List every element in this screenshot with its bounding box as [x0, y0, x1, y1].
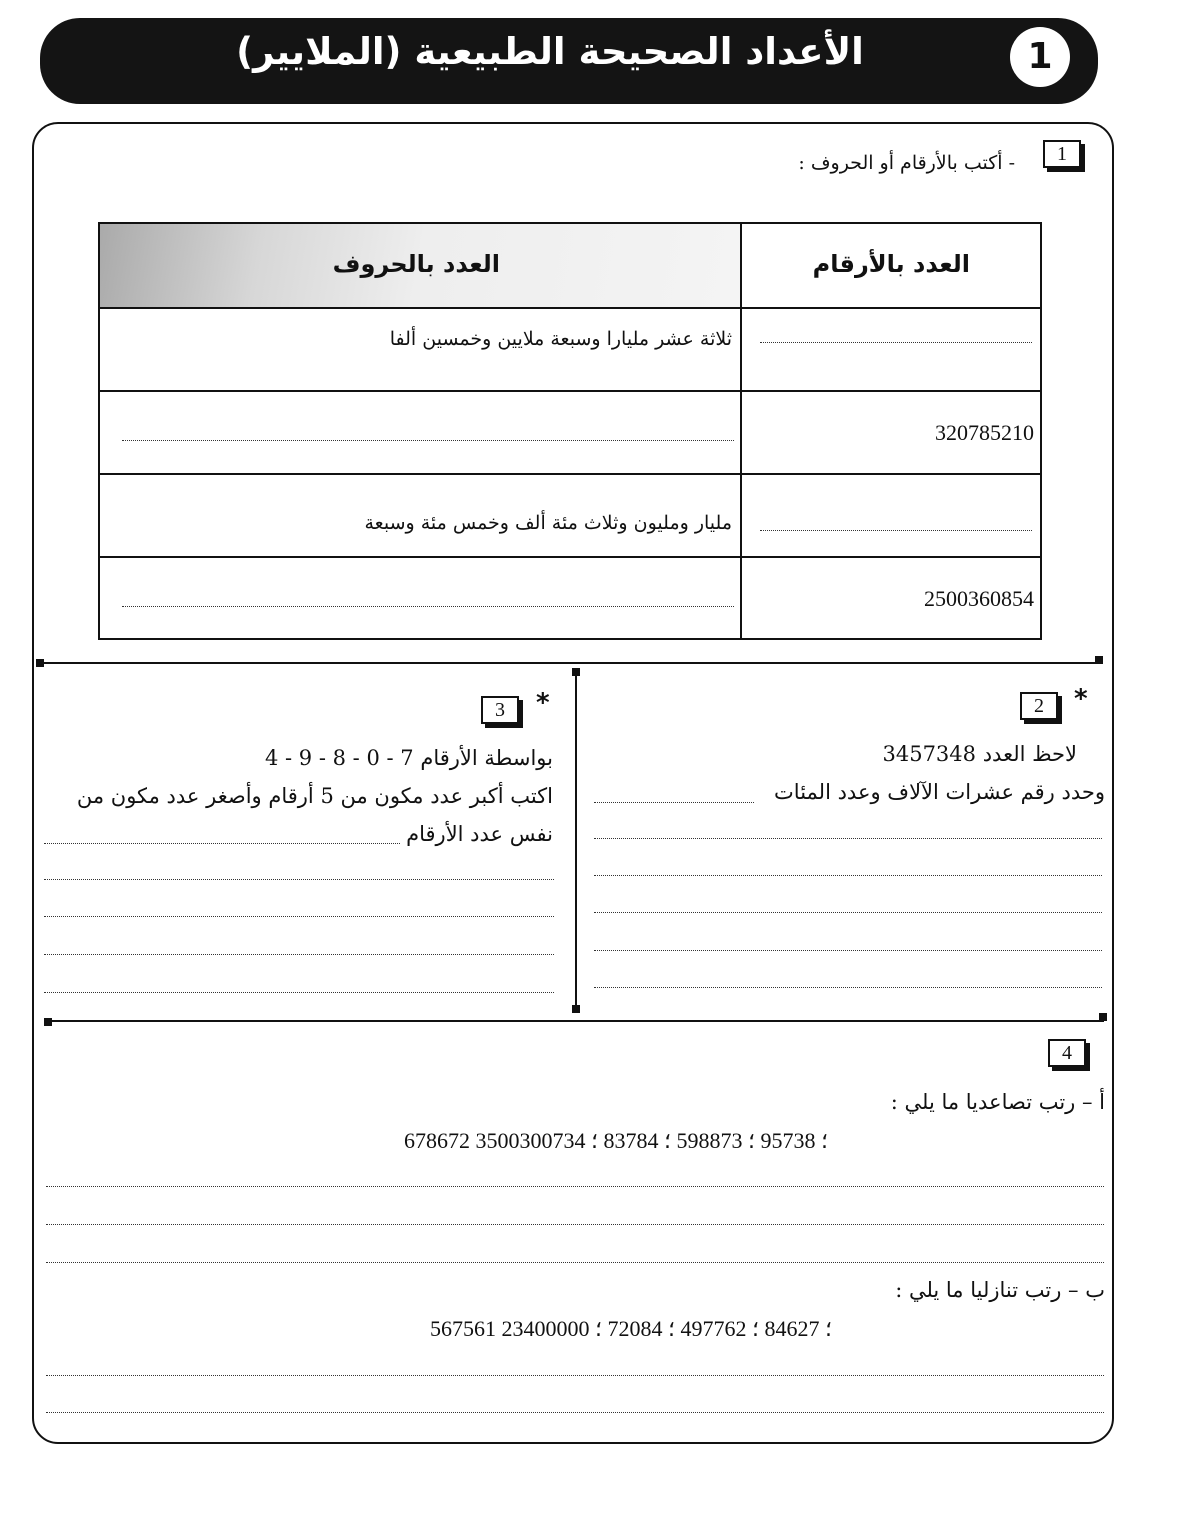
divider-end-mark [1099, 1013, 1107, 1021]
table-row-2-digits: 320785210 [935, 420, 1034, 445]
exercise-4-number: 4 [1048, 1039, 1086, 1067]
answer-line[interactable] [44, 992, 554, 993]
answer-line[interactable] [44, 843, 400, 844]
answer-line[interactable] [44, 879, 554, 880]
exercise-3-number: 3 [481, 696, 519, 724]
table-row-3-words: مليار ومليون وثلاث مئة ألف وخمس مئة وسبعة [364, 512, 732, 534]
answer-line[interactable] [594, 802, 754, 803]
exercise-1-instruction: - أكتب بالأرقام أو الحروف : [798, 152, 1015, 174]
unit-number-badge: 1 [1010, 27, 1070, 87]
divider-end-mark [572, 1005, 580, 1013]
section-divider [48, 1020, 1104, 1022]
answer-line[interactable] [46, 1375, 1104, 1376]
answer-line[interactable] [594, 875, 1102, 876]
exercise-4b-numbers: 567561 ؛ 84627 ؛ 497762 ؛ 72084 ؛ 23400000 [430, 1316, 832, 1341]
divider-end-mark [36, 659, 44, 667]
exercise-2-line-2: وحدد رقم عشرات الآلاف وعدد المئات [774, 780, 1105, 804]
answer-line[interactable] [46, 1224, 1104, 1225]
column-divider [575, 672, 577, 1010]
exercise-2-number: 2 [1020, 692, 1058, 720]
table-row-4-digits: 2500360854 [924, 586, 1034, 611]
exercise-2-star: * [1074, 684, 1088, 714]
exercise-1-number: 1 [1043, 140, 1081, 168]
exercise-4a-numbers: 678672 ؛ 95738 ؛ 598873 ؛ 83784 ؛ 3500300734 [404, 1128, 828, 1153]
table-row-divider [100, 390, 1040, 392]
divider-end-mark [44, 1018, 52, 1026]
column-header-words: العدد بالحروف [332, 250, 500, 278]
answer-line[interactable] [46, 1186, 1104, 1187]
exercise-4b-instruction: ب – رتب تنازليا ما يلي : [895, 1278, 1105, 1302]
answer-line[interactable] [594, 987, 1102, 988]
column-header-digits: العدد بالأرقام [812, 250, 970, 278]
answer-line[interactable] [44, 954, 554, 955]
exercise-2-line-1: لاحظ العدد 3457348 [882, 742, 1077, 766]
exercise-3-star: * [536, 688, 550, 718]
exercise-3-line-3: نفس عدد الأرقام [406, 822, 553, 846]
exercise-4a-instruction: أ – رتب تصاعديا ما يلي : [890, 1090, 1105, 1114]
table-column-divider [740, 224, 742, 638]
answer-line[interactable] [594, 838, 1102, 839]
conversion-table [98, 222, 1042, 640]
page-title: الأعداد الصحيحة الطبيعية (الملايير) [236, 30, 864, 73]
section-divider [40, 662, 1100, 664]
table-row-divider [100, 556, 1040, 558]
answer-line[interactable] [594, 950, 1102, 951]
answer-line[interactable] [760, 530, 1032, 531]
exercise-3-line-2: اكتب أكبر عدد مكون من 5 أرقام وأصغر عدد مكون من [76, 784, 553, 808]
answer-line[interactable] [46, 1412, 1104, 1413]
answer-line[interactable] [44, 916, 554, 917]
answer-line[interactable] [46, 1262, 1104, 1263]
answer-line[interactable] [760, 342, 1032, 343]
answer-line[interactable] [122, 440, 734, 441]
divider-end-mark [572, 668, 580, 676]
table-row-1-words: ثلاثة عشر مليارا وسبعة ملايين وخمسين ألفا [389, 328, 732, 350]
answer-line[interactable] [122, 606, 734, 607]
table-row-divider [100, 307, 1040, 309]
exercise-3-line-1: بواسطة الأرقام 7 - 0 - 8 - 9 - 4 [264, 746, 553, 770]
answer-line[interactable] [594, 912, 1102, 913]
table-row-divider [100, 473, 1040, 475]
divider-end-mark [1095, 656, 1103, 664]
